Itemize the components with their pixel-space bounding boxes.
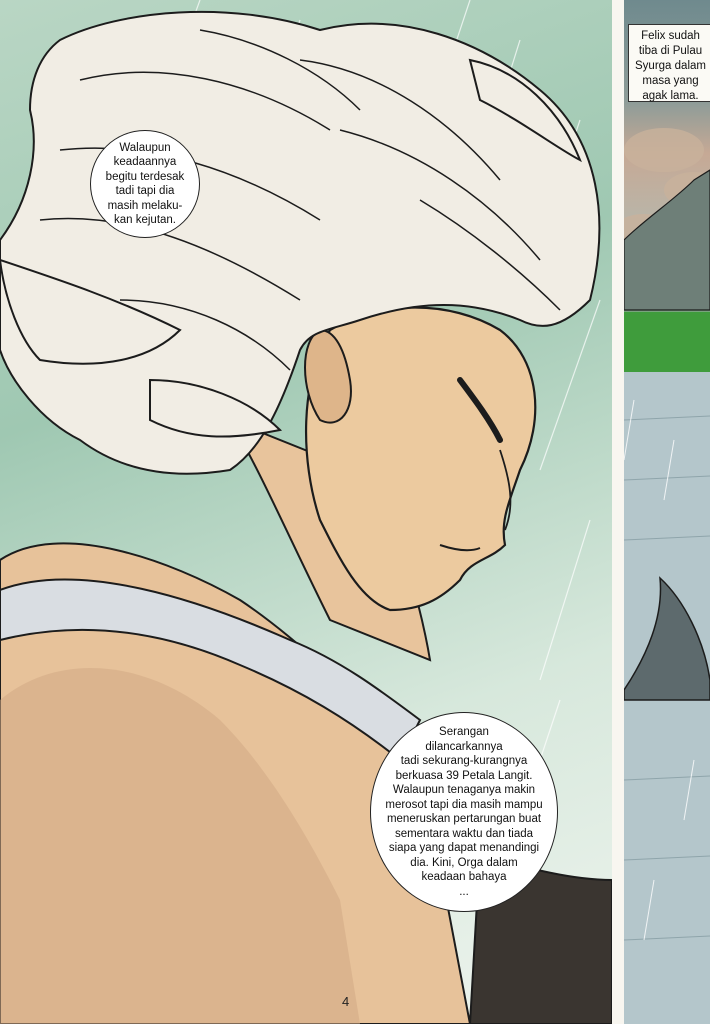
speech-bubble-top xyxy=(90,130,200,238)
page-number: 4 xyxy=(342,994,350,1009)
panel-gutter xyxy=(612,0,624,1024)
narration-caption: Felix sudah tiba di Pulau Syurga dalam masa yang agak lama. xyxy=(628,24,710,102)
speech-bubble-bottom xyxy=(370,712,558,912)
speech-bubble-bottom-text: Serangan dilancarkannya tadi sekurang-kurangnya berkuasa 39 Petala Langit. Walaupun tenaganya makin merosot tapi dia masih mampu meneruskan pertarungan buat sementara waktu dan tiada siapa yang dapat menandingi dia. Kini, Orga dalam keadaan bahaya ... xyxy=(385,726,543,898)
side-panel xyxy=(624,0,710,1024)
speech-bubble-top-text: Walaupun keadaannya begitu terdesak tadi tapi dia masih melaku- kan kejutan. xyxy=(105,141,185,226)
green-land xyxy=(624,312,710,372)
side-panel-art xyxy=(624,0,710,1024)
